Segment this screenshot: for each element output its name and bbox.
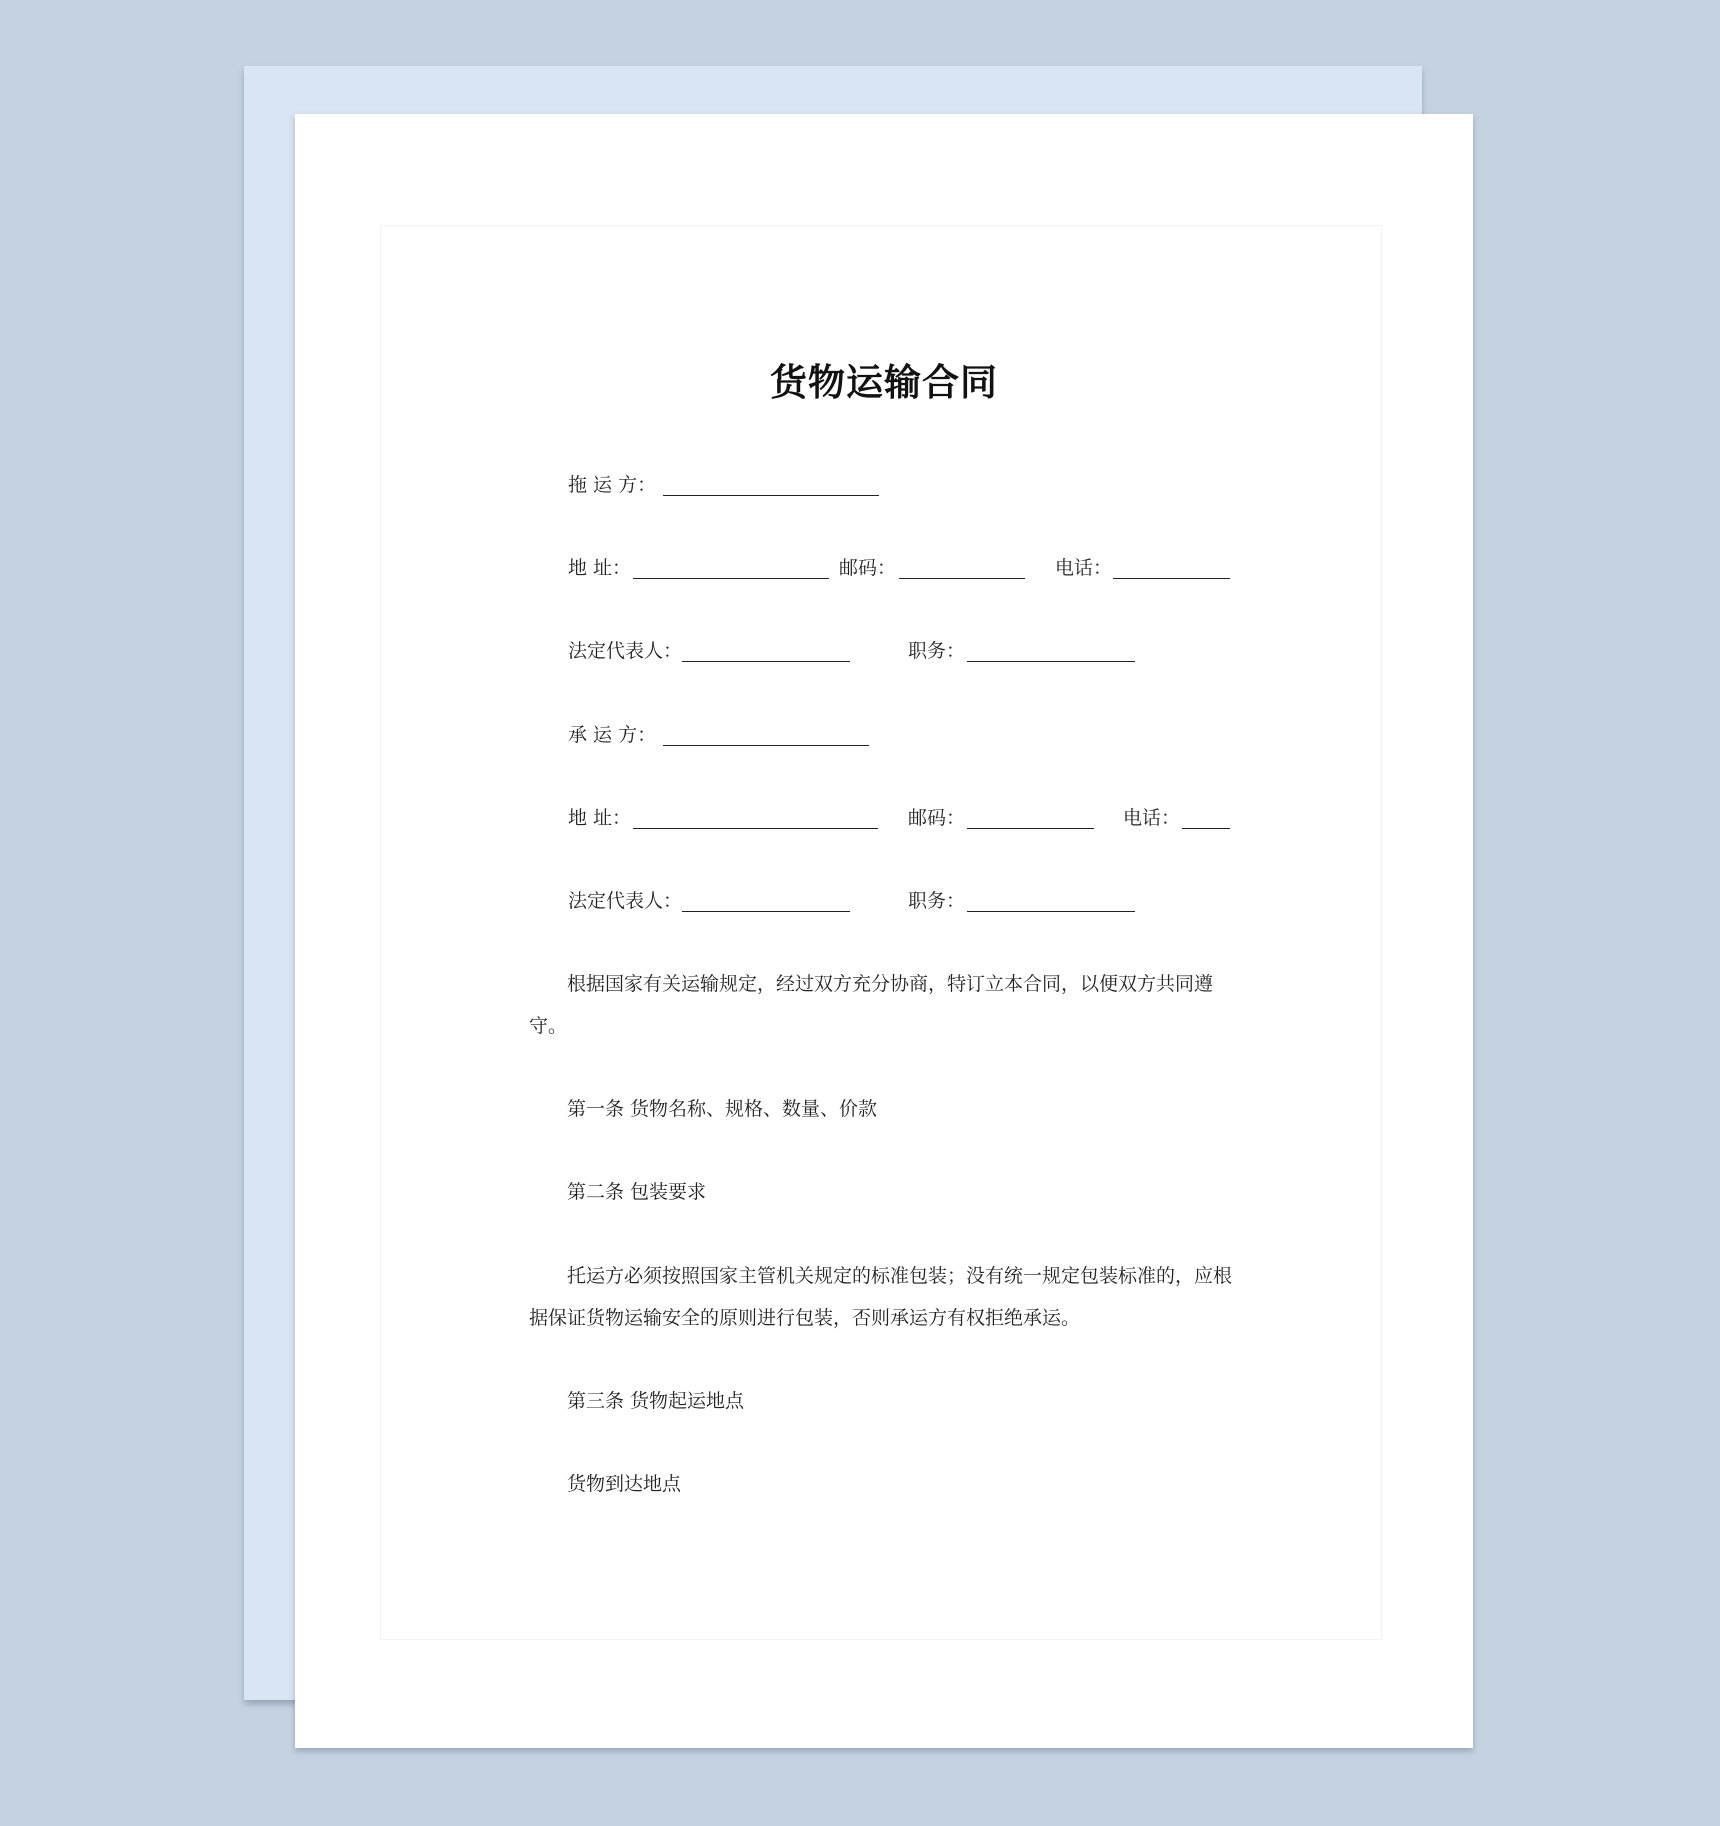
packing-text: 托运方必须按照国家主管机关规定的标准包装；没有统一规定包装标准的，应根据保证货物运输安全的原则进行包装，否则承运方有权拒绝承运。 [529,1265,1233,1329]
carrier-blank[interactable] [663,745,869,746]
document-page [295,114,1473,1748]
shipper-position-blank[interactable] [967,661,1135,662]
article-3-text: 第三条 货物起运地点 [567,1390,745,1412]
shipper-label: 拖 运 方： [568,474,657,496]
shipper-rep-blank[interactable] [682,661,850,662]
carrier-postcode-blank[interactable] [967,828,1094,829]
article-2-heading [529,1171,1239,1213]
page-margin-frame [380,225,1382,1640]
shipper-blank[interactable] [663,495,879,496]
article-3-heading [529,1380,1239,1422]
article-1-heading [529,1088,1239,1130]
shipper-rep-label: 法定代表人： [568,640,683,662]
shipper-address-label: 地 址： [568,557,632,579]
carrier-phone-blank[interactable] [1182,828,1230,829]
article-1-text: 第一条 货物名称、规格、数量、价款 [567,1098,878,1120]
shipper-postcode-label: 邮码： [839,557,897,579]
carrier-rep-label: 法定代表人： [568,890,683,912]
arrival-line [529,1463,1239,1505]
article-2-text: 第二条 包装要求 [567,1181,707,1203]
shipper-postcode-blank[interactable] [899,578,1025,579]
shipper-phone-blank[interactable] [1113,578,1230,579]
carrier-postcode-label: 邮码： [908,807,966,829]
shipper-address-blank[interactable] [633,578,829,579]
document-title: 货物运输合同 [770,361,998,404]
carrier-address-label: 地 址： [568,807,632,829]
preamble-text: 根据国家有关运输规定，经过双方充分协商，特订立本合同，以便双方共同遵守。 [529,973,1214,1037]
arrival-text: 货物到达地点 [567,1473,682,1495]
carrier-phone-label: 电话： [1123,807,1181,829]
carrier-rep-blank[interactable] [682,911,850,912]
shipper-phone-label: 电话： [1055,557,1113,579]
carrier-label: 承 运 方： [568,724,657,746]
packing-paragraph [529,1255,1239,1339]
preamble-paragraph [529,963,1239,1047]
shipper-position-label: 职务： [908,640,966,662]
carrier-address-blank[interactable] [633,828,878,829]
carrier-position-blank[interactable] [967,911,1135,912]
carrier-position-label: 职务： [908,890,966,912]
